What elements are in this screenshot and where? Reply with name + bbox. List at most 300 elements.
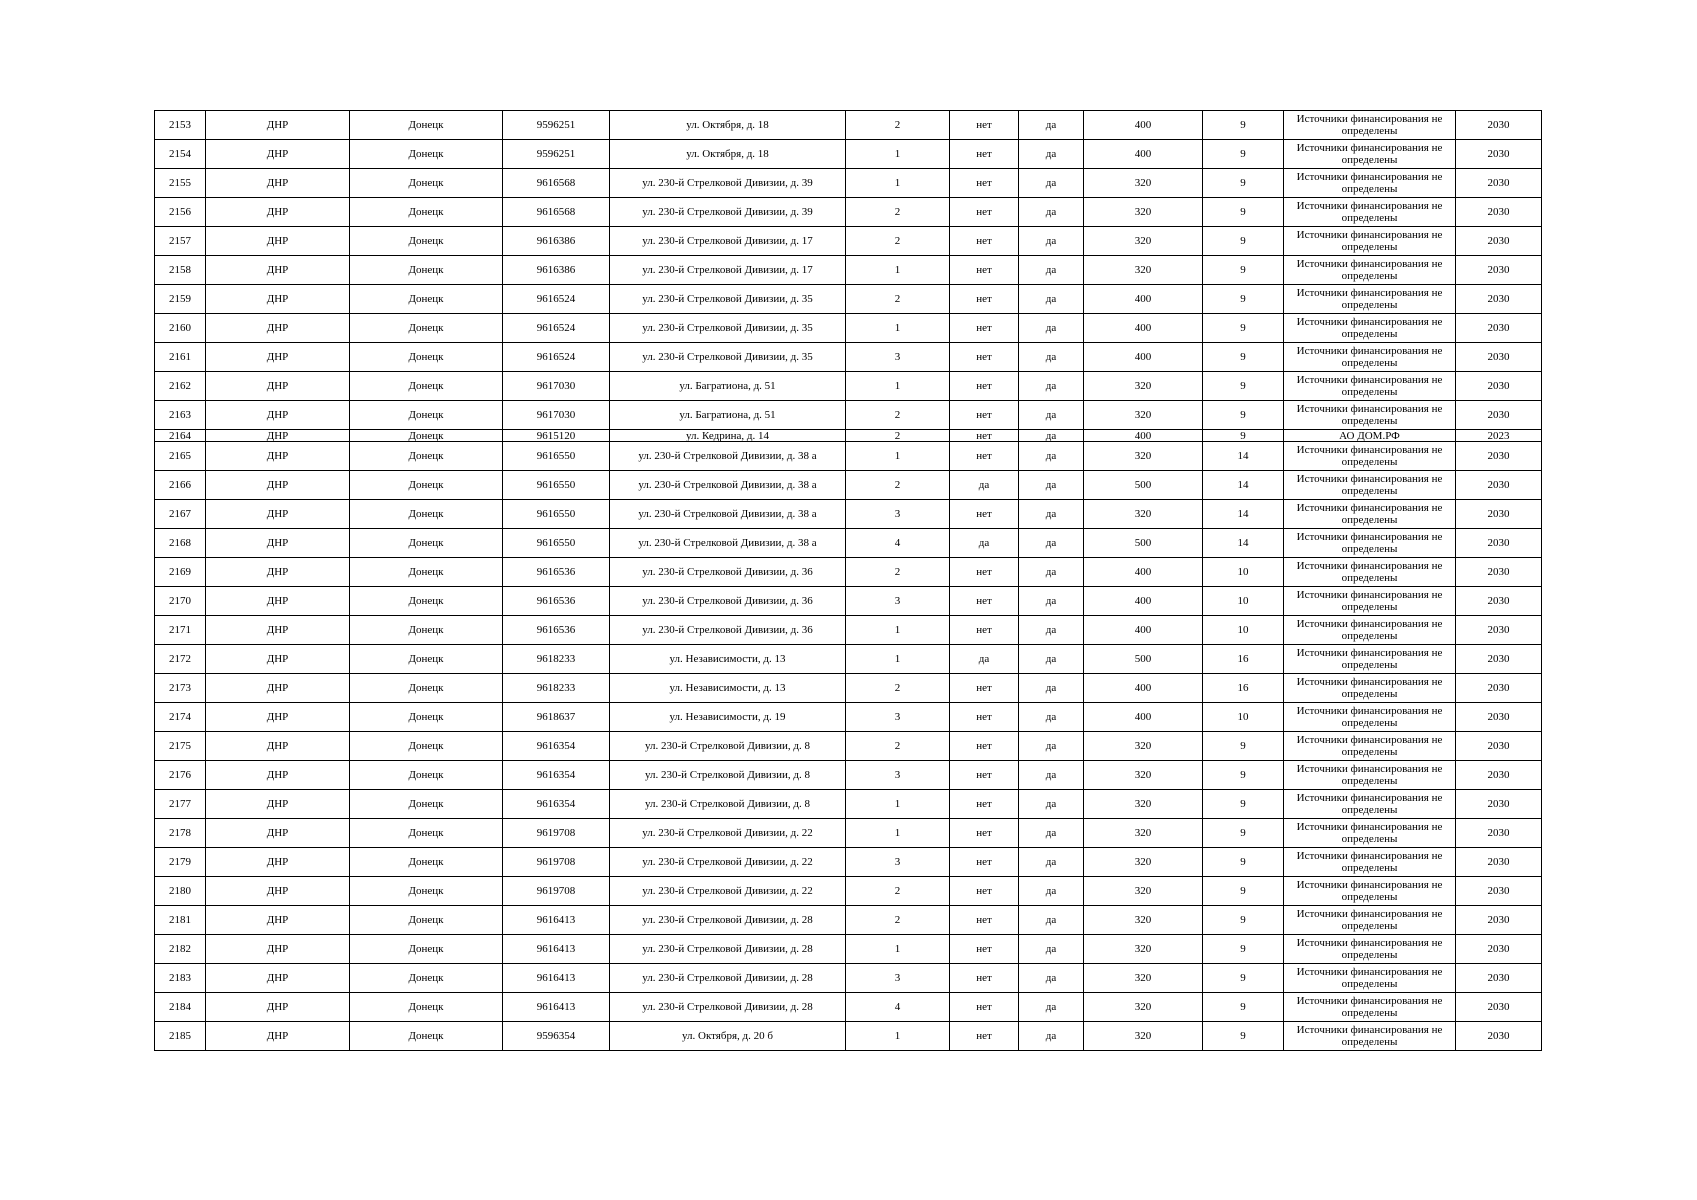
city-cell: Донецк (350, 732, 503, 761)
year-cell: 2030 (1456, 877, 1542, 906)
region-cell: ДНР (206, 343, 350, 372)
address-cell: ул. 230-й Стрелковой Дивизии, д. 36 (610, 558, 846, 587)
row-number-cell: 2160 (155, 314, 206, 343)
table-row (155, 703, 1542, 732)
address-cell: ул. 230-й Стрелковой Дивизии, д. 38 а (610, 500, 846, 529)
flag-cell-b: да (1019, 430, 1084, 442)
building-code-cell: 9616413 (503, 906, 610, 935)
row-number-cell: 2182 (155, 935, 206, 964)
table-row (155, 198, 1542, 227)
entrance-cell: 2 (846, 227, 950, 256)
table-row (155, 906, 1542, 935)
table-row (155, 372, 1542, 401)
value-cell: 320 (1084, 790, 1203, 819)
row-number-cell: 2159 (155, 285, 206, 314)
building-code-cell: 9616524 (503, 343, 610, 372)
row-number-cell: 2154 (155, 140, 206, 169)
value-cell: 320 (1084, 732, 1203, 761)
flag-cell-a: нет (950, 256, 1019, 285)
funding-source-cell: Источники финансирования не определены (1284, 616, 1456, 645)
city-cell: Донецк (350, 256, 503, 285)
city-cell: Донецк (350, 471, 503, 500)
table-row (155, 645, 1542, 674)
flag-cell-b: да (1019, 819, 1084, 848)
row-number-cell: 2183 (155, 964, 206, 993)
entrance-cell: 1 (846, 819, 950, 848)
address-cell: ул. Независимости, д. 19 (610, 703, 846, 732)
region-cell: ДНР (206, 645, 350, 674)
table-row (155, 401, 1542, 430)
entrance-cell: 2 (846, 906, 950, 935)
year-cell: 2030 (1456, 935, 1542, 964)
floors-cell: 9 (1203, 935, 1284, 964)
entrance-cell: 3 (846, 500, 950, 529)
funding-source-cell: Источники финансирования не определены (1284, 819, 1456, 848)
region-cell: ДНР (206, 169, 350, 198)
city-cell: Донецк (350, 372, 503, 401)
flag-cell-a: нет (950, 169, 1019, 198)
funding-source-cell: Источники финансирования не определены (1284, 993, 1456, 1022)
flag-cell-b: да (1019, 227, 1084, 256)
building-code-cell: 9616536 (503, 616, 610, 645)
value-cell: 400 (1084, 558, 1203, 587)
year-cell: 2030 (1456, 169, 1542, 198)
flag-cell-b: да (1019, 169, 1084, 198)
floors-cell: 9 (1203, 372, 1284, 401)
year-cell: 2030 (1456, 285, 1542, 314)
funding-source-cell: Источники финансирования не определены (1284, 471, 1456, 500)
floors-cell: 9 (1203, 169, 1284, 198)
region-cell: ДНР (206, 906, 350, 935)
building-code-cell: 9616354 (503, 732, 610, 761)
flag-cell-b: да (1019, 343, 1084, 372)
building-code-cell: 9596251 (503, 140, 610, 169)
year-cell: 2030 (1456, 442, 1542, 471)
year-cell: 2030 (1456, 343, 1542, 372)
floors-cell: 9 (1203, 111, 1284, 140)
address-cell: ул. 230-й Стрелковой Дивизии, д. 28 (610, 993, 846, 1022)
flag-cell-b: да (1019, 442, 1084, 471)
floors-cell: 9 (1203, 140, 1284, 169)
address-cell: ул. 230-й Стрелковой Дивизии, д. 36 (610, 616, 846, 645)
entrance-cell: 2 (846, 674, 950, 703)
flag-cell-b: да (1019, 877, 1084, 906)
year-cell: 2030 (1456, 587, 1542, 616)
table-row (155, 732, 1542, 761)
address-cell: ул. 230-й Стрелковой Дивизии, д. 35 (610, 285, 846, 314)
year-cell: 2030 (1456, 703, 1542, 732)
value-cell: 500 (1084, 529, 1203, 558)
row-number-cell: 2181 (155, 906, 206, 935)
entrance-cell: 2 (846, 430, 950, 442)
city-cell: Донецк (350, 558, 503, 587)
address-cell: ул. 230-й Стрелковой Дивизии, д. 35 (610, 343, 846, 372)
address-cell: ул. 230-й Стрелковой Дивизии, д. 38 а (610, 529, 846, 558)
entrance-cell: 2 (846, 285, 950, 314)
row-number-cell: 2167 (155, 500, 206, 529)
building-code-cell: 9596251 (503, 111, 610, 140)
address-cell: ул. 230-й Стрелковой Дивизии, д. 28 (610, 964, 846, 993)
funding-source-cell: Источники финансирования не определены (1284, 285, 1456, 314)
table-row (155, 761, 1542, 790)
year-cell: 2030 (1456, 140, 1542, 169)
floors-cell: 10 (1203, 703, 1284, 732)
funding-source-cell: Источники финансирования не определены (1284, 314, 1456, 343)
value-cell: 400 (1084, 674, 1203, 703)
floors-cell: 14 (1203, 529, 1284, 558)
table-row (155, 169, 1542, 198)
funding-source-cell: Источники финансирования не определены (1284, 964, 1456, 993)
region-cell: ДНР (206, 314, 350, 343)
building-code-cell: 9615120 (503, 430, 610, 442)
row-number-cell: 2157 (155, 227, 206, 256)
building-code-cell: 9616568 (503, 169, 610, 198)
address-cell: ул. Октября, д. 18 (610, 140, 846, 169)
region-cell: ДНР (206, 616, 350, 645)
entrance-cell: 2 (846, 732, 950, 761)
year-cell: 2030 (1456, 1022, 1542, 1051)
floors-cell: 9 (1203, 256, 1284, 285)
entrance-cell: 1 (846, 256, 950, 285)
region-cell: ДНР (206, 430, 350, 442)
funding-source-cell: Источники финансирования не определены (1284, 1022, 1456, 1051)
year-cell: 2030 (1456, 471, 1542, 500)
table-row (155, 314, 1542, 343)
value-cell: 320 (1084, 993, 1203, 1022)
row-number-cell: 2164 (155, 430, 206, 442)
row-number-cell: 2170 (155, 587, 206, 616)
floors-cell: 9 (1203, 430, 1284, 442)
building-code-cell: 9616413 (503, 935, 610, 964)
flag-cell-b: да (1019, 140, 1084, 169)
row-number-cell: 2169 (155, 558, 206, 587)
table-row (155, 616, 1542, 645)
entrance-cell: 3 (846, 761, 950, 790)
table-row (155, 111, 1542, 140)
flag-cell-b: да (1019, 314, 1084, 343)
value-cell: 320 (1084, 372, 1203, 401)
value-cell: 400 (1084, 616, 1203, 645)
region-cell: ДНР (206, 848, 350, 877)
row-number-cell: 2174 (155, 703, 206, 732)
flag-cell-b: да (1019, 790, 1084, 819)
year-cell: 2023 (1456, 430, 1542, 442)
year-cell: 2030 (1456, 256, 1542, 285)
building-code-cell: 9616386 (503, 227, 610, 256)
flag-cell-a: нет (950, 430, 1019, 442)
city-cell: Донецк (350, 430, 503, 442)
entrance-cell: 2 (846, 558, 950, 587)
address-cell: ул. Октября, д. 18 (610, 111, 846, 140)
value-cell: 320 (1084, 1022, 1203, 1051)
flag-cell-a: нет (950, 500, 1019, 529)
city-cell: Донецк (350, 1022, 503, 1051)
value-cell: 320 (1084, 256, 1203, 285)
city-cell: Донецк (350, 848, 503, 877)
flag-cell-b: да (1019, 848, 1084, 877)
flag-cell-a: нет (950, 877, 1019, 906)
flag-cell-a: да (950, 529, 1019, 558)
flag-cell-b: да (1019, 703, 1084, 732)
table-row (155, 790, 1542, 819)
flag-cell-b: да (1019, 674, 1084, 703)
address-cell: ул. 230-й Стрелковой Дивизии, д. 28 (610, 935, 846, 964)
city-cell: Донецк (350, 500, 503, 529)
table-row (155, 343, 1542, 372)
city-cell: Донецк (350, 819, 503, 848)
city-cell: Донецк (350, 645, 503, 674)
address-cell: ул. 230-й Стрелковой Дивизии, д. 35 (610, 314, 846, 343)
floors-cell: 9 (1203, 285, 1284, 314)
address-cell: ул. 230-й Стрелковой Дивизии, д. 22 (610, 819, 846, 848)
year-cell: 2030 (1456, 529, 1542, 558)
table-row (155, 964, 1542, 993)
address-cell: ул. 230-й Стрелковой Дивизии, д. 22 (610, 848, 846, 877)
region-cell: ДНР (206, 935, 350, 964)
entrance-cell: 1 (846, 616, 950, 645)
flag-cell-b: да (1019, 372, 1084, 401)
table-row (155, 500, 1542, 529)
table-row (155, 993, 1542, 1022)
city-cell: Донецк (350, 140, 503, 169)
year-cell: 2030 (1456, 198, 1542, 227)
address-cell: ул. 230-й Стрелковой Дивизии, д. 36 (610, 587, 846, 616)
entrance-cell: 1 (846, 935, 950, 964)
building-code-cell: 9619708 (503, 819, 610, 848)
flag-cell-a: нет (950, 703, 1019, 732)
city-cell: Донецк (350, 314, 503, 343)
region-cell: ДНР (206, 442, 350, 471)
funding-source-cell: Источники финансирования не определены (1284, 500, 1456, 529)
row-number-cell: 2171 (155, 616, 206, 645)
table-row (155, 819, 1542, 848)
value-cell: 320 (1084, 761, 1203, 790)
flag-cell-b: да (1019, 558, 1084, 587)
table-row (155, 140, 1542, 169)
entrance-cell: 3 (846, 703, 950, 732)
flag-cell-a: нет (950, 1022, 1019, 1051)
flag-cell-a: нет (950, 198, 1019, 227)
funding-source-cell: Источники финансирования не определены (1284, 442, 1456, 471)
value-cell: 320 (1084, 500, 1203, 529)
row-number-cell: 2177 (155, 790, 206, 819)
region-cell: ДНР (206, 819, 350, 848)
funding-source-cell: Источники финансирования не определены (1284, 848, 1456, 877)
floors-cell: 14 (1203, 442, 1284, 471)
row-number-cell: 2156 (155, 198, 206, 227)
value-cell: 320 (1084, 964, 1203, 993)
flag-cell-a: нет (950, 732, 1019, 761)
row-number-cell: 2158 (155, 256, 206, 285)
city-cell: Донецк (350, 935, 503, 964)
region-cell: ДНР (206, 558, 350, 587)
building-code-cell: 9616386 (503, 256, 610, 285)
region-cell: ДНР (206, 587, 350, 616)
value-cell: 400 (1084, 140, 1203, 169)
table-body (155, 111, 1542, 1051)
address-cell: ул. 230-й Стрелковой Дивизии, д. 22 (610, 877, 846, 906)
city-cell: Донецк (350, 285, 503, 314)
floors-cell: 9 (1203, 227, 1284, 256)
year-cell: 2030 (1456, 314, 1542, 343)
housing-registry-table (154, 110, 1542, 1051)
floors-cell: 9 (1203, 314, 1284, 343)
table-row (155, 935, 1542, 964)
year-cell: 2030 (1456, 790, 1542, 819)
funding-source-cell: Источники финансирования не определены (1284, 674, 1456, 703)
address-cell: ул. 230-й Стрелковой Дивизии, д. 39 (610, 169, 846, 198)
building-code-cell: 9616536 (503, 587, 610, 616)
year-cell: 2030 (1456, 906, 1542, 935)
floors-cell: 14 (1203, 471, 1284, 500)
funding-source-cell: Источники финансирования не определены (1284, 401, 1456, 430)
flag-cell-a: да (950, 645, 1019, 674)
address-cell: ул. 230-й Стрелковой Дивизии, д. 8 (610, 790, 846, 819)
region-cell: ДНР (206, 372, 350, 401)
row-number-cell: 2172 (155, 645, 206, 674)
value-cell: 500 (1084, 471, 1203, 500)
table-row (155, 227, 1542, 256)
address-cell: ул. Багратиона, д. 51 (610, 401, 846, 430)
region-cell: ДНР (206, 111, 350, 140)
value-cell: 320 (1084, 198, 1203, 227)
floors-cell: 9 (1203, 848, 1284, 877)
funding-source-cell: Источники финансирования не определены (1284, 140, 1456, 169)
address-cell: ул. 230-й Стрелковой Дивизии, д. 17 (610, 256, 846, 285)
entrance-cell: 1 (846, 169, 950, 198)
floors-cell: 9 (1203, 761, 1284, 790)
flag-cell-b: да (1019, 935, 1084, 964)
floors-cell: 9 (1203, 1022, 1284, 1051)
row-number-cell: 2184 (155, 993, 206, 1022)
row-number-cell: 2153 (155, 111, 206, 140)
city-cell: Донецк (350, 964, 503, 993)
value-cell: 500 (1084, 645, 1203, 674)
building-code-cell: 9616524 (503, 285, 610, 314)
row-number-cell: 2179 (155, 848, 206, 877)
row-number-cell: 2168 (155, 529, 206, 558)
funding-source-cell: Источники финансирования не определены (1284, 372, 1456, 401)
building-code-cell: 9618637 (503, 703, 610, 732)
entrance-cell: 3 (846, 343, 950, 372)
building-code-cell: 9616550 (503, 471, 610, 500)
value-cell: 400 (1084, 314, 1203, 343)
address-cell: ул. Независимости, д. 13 (610, 674, 846, 703)
value-cell: 400 (1084, 285, 1203, 314)
entrance-cell: 1 (846, 790, 950, 819)
year-cell: 2030 (1456, 993, 1542, 1022)
flag-cell-a: нет (950, 140, 1019, 169)
year-cell: 2030 (1456, 401, 1542, 430)
city-cell: Донецк (350, 442, 503, 471)
row-number-cell: 2166 (155, 471, 206, 500)
flag-cell-b: да (1019, 964, 1084, 993)
funding-source-cell: Источники финансирования не определены (1284, 198, 1456, 227)
row-number-cell: 2155 (155, 169, 206, 198)
value-cell: 320 (1084, 442, 1203, 471)
region-cell: ДНР (206, 703, 350, 732)
building-code-cell: 9616536 (503, 558, 610, 587)
city-cell: Донецк (350, 877, 503, 906)
value-cell: 320 (1084, 877, 1203, 906)
entrance-cell: 1 (846, 1022, 950, 1051)
entrance-cell: 3 (846, 587, 950, 616)
city-cell: Донецк (350, 906, 503, 935)
table-row (155, 587, 1542, 616)
funding-source-cell: Источники финансирования не определены (1284, 790, 1456, 819)
floors-cell: 9 (1203, 732, 1284, 761)
address-cell: ул. Багратиона, д. 51 (610, 372, 846, 401)
building-code-cell: 9616354 (503, 790, 610, 819)
flag-cell-b: да (1019, 1022, 1084, 1051)
entrance-cell: 2 (846, 198, 950, 227)
building-code-cell: 9616550 (503, 442, 610, 471)
year-cell: 2030 (1456, 964, 1542, 993)
entrance-cell: 1 (846, 645, 950, 674)
flag-cell-a: нет (950, 343, 1019, 372)
region-cell: ДНР (206, 401, 350, 430)
building-code-cell: 9619708 (503, 848, 610, 877)
value-cell: 320 (1084, 848, 1203, 877)
flag-cell-b: да (1019, 111, 1084, 140)
address-cell: ул. 230-й Стрелковой Дивизии, д. 39 (610, 198, 846, 227)
region-cell: ДНР (206, 790, 350, 819)
city-cell: Донецк (350, 401, 503, 430)
funding-source-cell: Источники финансирования не определены (1284, 906, 1456, 935)
floors-cell: 16 (1203, 645, 1284, 674)
flag-cell-b: да (1019, 198, 1084, 227)
building-code-cell: 9616550 (503, 529, 610, 558)
floors-cell: 9 (1203, 198, 1284, 227)
funding-source-cell: Источники финансирования не определены (1284, 111, 1456, 140)
row-number-cell: 2161 (155, 343, 206, 372)
building-code-cell: 9619708 (503, 877, 610, 906)
region-cell: ДНР (206, 877, 350, 906)
floors-cell: 9 (1203, 819, 1284, 848)
region-cell: ДНР (206, 500, 350, 529)
region-cell: ДНР (206, 993, 350, 1022)
city-cell: Донецк (350, 993, 503, 1022)
flag-cell-a: нет (950, 935, 1019, 964)
flag-cell-b: да (1019, 732, 1084, 761)
region-cell: ДНР (206, 198, 350, 227)
city-cell: Донецк (350, 343, 503, 372)
row-number-cell: 2176 (155, 761, 206, 790)
table-row (155, 442, 1542, 471)
floors-cell: 9 (1203, 906, 1284, 935)
flag-cell-a: нет (950, 401, 1019, 430)
city-cell: Донецк (350, 790, 503, 819)
floors-cell: 10 (1203, 558, 1284, 587)
region-cell: ДНР (206, 761, 350, 790)
year-cell: 2030 (1456, 616, 1542, 645)
city-cell: Донецк (350, 198, 503, 227)
city-cell: Донецк (350, 703, 503, 732)
region-cell: ДНР (206, 285, 350, 314)
entrance-cell: 2 (846, 877, 950, 906)
region-cell: ДНР (206, 471, 350, 500)
row-number-cell: 2185 (155, 1022, 206, 1051)
flag-cell-a: нет (950, 616, 1019, 645)
entrance-cell: 1 (846, 442, 950, 471)
value-cell: 400 (1084, 703, 1203, 732)
flag-cell-b: да (1019, 587, 1084, 616)
building-code-cell: 9617030 (503, 372, 610, 401)
funding-source-cell: Источники финансирования не определены (1284, 169, 1456, 198)
table-row (155, 848, 1542, 877)
funding-source-cell: Источники финансирования не определены (1284, 227, 1456, 256)
region-cell: ДНР (206, 256, 350, 285)
